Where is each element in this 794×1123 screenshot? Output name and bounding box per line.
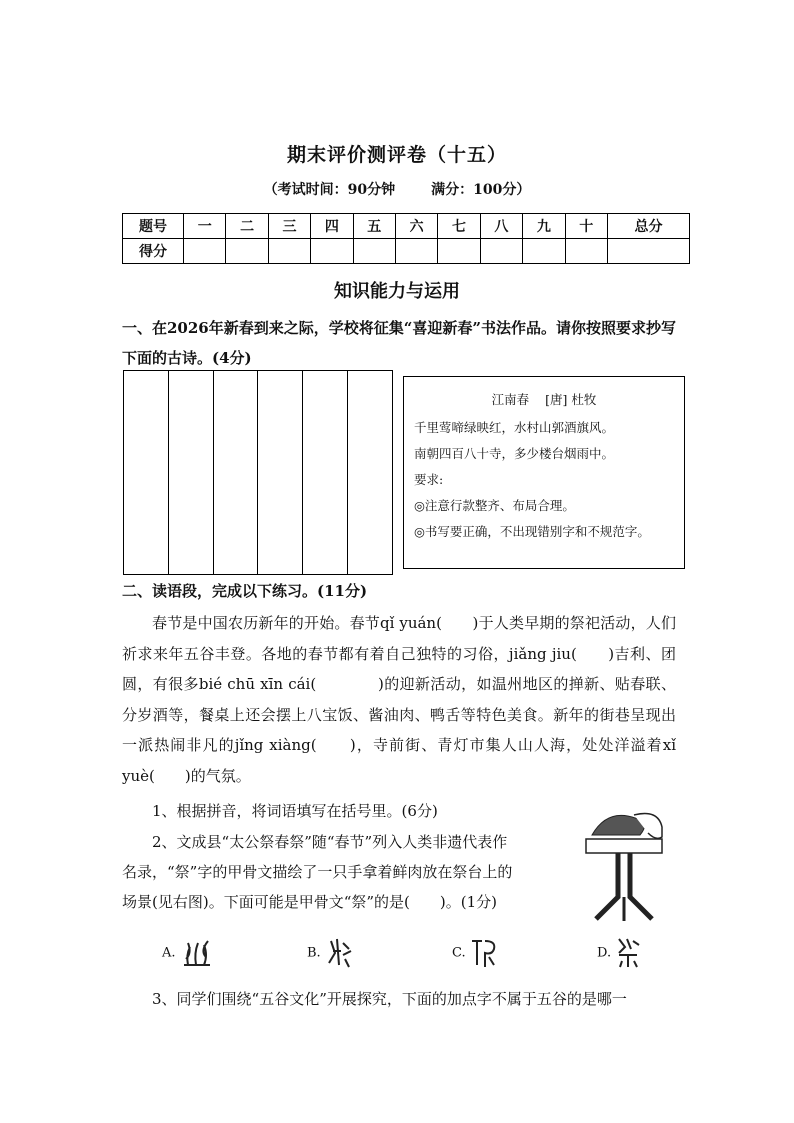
score-input-cell[interactable] [565,239,607,264]
oracle-glyph-d-icon [615,935,641,971]
option-b[interactable] [307,935,353,971]
writing-column[interactable] [124,371,169,574]
score-cell: 一 [184,214,226,239]
score-input-cell[interactable] [311,239,353,264]
score-input-cell[interactable] [395,239,437,264]
score-cell: 五 [353,214,395,239]
poem-author: 杜牧 [571,392,597,407]
option-d[interactable] [597,935,641,971]
score-row-label: 得分 [123,239,184,264]
score-input-cell[interactable] [480,239,522,264]
option-label: B. [307,945,321,961]
poem-line: 千里莺啼绿映红，水村山郭酒旗风。 [414,420,615,435]
score-cell: 八 [480,214,522,239]
writing-column[interactable] [214,371,259,574]
score-input-cell[interactable] [438,239,480,264]
requirements-label: 要求: [414,472,444,487]
score-input-cell[interactable] [184,239,226,264]
score-input-cell[interactable] [268,239,310,264]
writing-column[interactable] [348,371,392,574]
exam-full-score: 满分：100分） [431,182,531,198]
sub-question-2-line: 2、文成县“太公祭春祭”随“春节”列入人类非遗代表作 [152,833,508,851]
sub-question-3: 3、同学们围绕“五谷文化”开展探究，下面的加点字不属于五谷的是哪一 [152,990,627,1008]
writing-grid[interactable] [123,370,393,575]
exam-time: （考试时间：90分钟 [263,182,396,198]
option-c[interactable] [452,935,498,971]
score-cell: 四 [311,214,353,239]
question-2-heading: 二、读语段，完成以下练习。(11分) [122,582,368,600]
sub-question-1: 1、根据拼音，将词语填写在括号里。(6分) [152,802,438,820]
exam-title: 期末评价测评卷（十五） [286,144,507,166]
altar-illustration [578,807,670,927]
writing-column[interactable] [169,371,214,574]
option-label: C. [452,945,466,961]
option-a[interactable] [162,935,214,971]
score-cell: 七 [438,214,480,239]
score-cell: 总分 [607,214,689,239]
oracle-glyph-a-icon [180,935,214,971]
score-input-cell[interactable] [523,239,565,264]
score-cell: 题号 [123,214,184,239]
score-table-score-row [123,239,690,264]
poem-line: 南朝四百八十寺，多少楼台烟雨中。 [414,446,615,461]
oracle-glyph-c-icon [470,935,498,971]
exam-subtitle [0,179,794,199]
oracle-glyph-b-icon [325,935,353,971]
poem-title: 江南春 [491,392,530,407]
sub-question-2-line: 名录，“祭”字的甲骨文描绘了一只手拿着鲜肉放在祭台上的 [122,863,513,881]
requirement-item: ◎书写要正确，不出现错别字和不规范字。 [414,524,650,539]
option-label: A. [162,945,176,961]
score-cell: 二 [226,214,268,239]
reading-passage [122,608,676,791]
score-input-cell[interactable] [353,239,395,264]
score-table [122,213,690,264]
passage-text: 春节是中国农历新年的开始。春节qǐ yuán( )于人类早期的祭祀活动，人们祈求来年五谷丰登。各地的春节都有着自己独特的习俗，jiǎng jiu( )吉利、团圆，有很多bié chū xīn cái( )的迎新活动，如温州地区的掸新、贴春联、分岁酒等，餐桌上还会摆上八宝饭、酱油肉、鸭舌等特色美食。新年的街巷呈现出一派热闹非凡的jǐng xiàng( )，寺前街、青灯市集人山人海，处处洋溢着xǐ yuè( )的气氛。 [122,614,676,785]
score-cell: 十 [565,214,607,239]
writing-column[interactable] [303,371,348,574]
score-cell: 九 [523,214,565,239]
poem-header [414,387,674,413]
score-cell: 六 [395,214,437,239]
poem-dynasty: [唐] [545,392,568,407]
score-input-cell[interactable] [226,239,268,264]
poem-box [403,376,685,569]
requirement-item: ◎注意行款整齐、布局合理。 [414,498,575,513]
score-cell: 三 [268,214,310,239]
writing-column[interactable] [258,371,303,574]
score-table-header-row [123,214,690,239]
section-title: 知识能力与运用 [334,281,460,302]
score-input-cell[interactable] [607,239,689,264]
sub-question-2-line: 场景(见右图)。下面可能是甲骨文“祭”的是( )。(1分) [122,893,497,911]
question-1: 一、在2026年新春到来之际，学校将征集“喜迎新春”书法作品。请你按照要求抄写下面的古诗。(4分) [122,319,677,367]
option-label: D. [597,945,612,961]
